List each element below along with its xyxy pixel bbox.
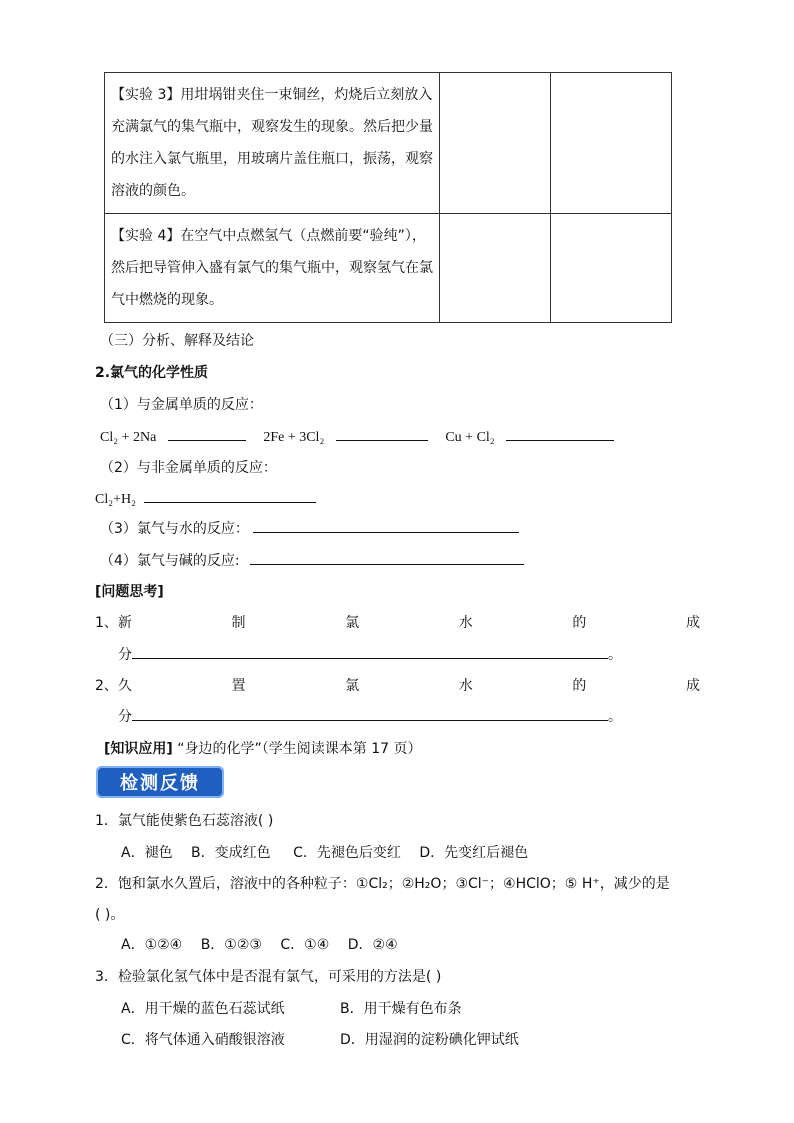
equation-h2: Cl₂+H₂: [95, 492, 136, 507]
word: 制: [231, 615, 246, 631]
option-d[interactable]: D．②④: [347, 937, 398, 953]
word: 分: [118, 647, 132, 663]
sub-heading-base: （4）氯气与碱的反应:: [100, 553, 240, 569]
equation-row-h2: [95, 488, 316, 508]
phenomenon-cell: [440, 73, 551, 214]
mc-question-1: 1．氯气能使紫色石蕊溶液( ): [95, 813, 274, 829]
word: 的: [572, 615, 587, 631]
mc-options-2: [121, 934, 398, 954]
question-2-answer: [118, 706, 622, 726]
experiment-4-cell: 【实验 4】在空气中点燃氢气（点燃前要“验纯”），然后把导管伸入盛有氯气的集气瓶中，观察氢气在氯气中燃烧的现象。: [105, 214, 440, 323]
equation-row-metals: [100, 426, 614, 446]
conclusion-cell: [551, 73, 672, 214]
word: 分: [118, 709, 132, 725]
word: 氯: [345, 678, 360, 694]
option-d[interactable]: D．先变红后褪色: [419, 845, 529, 861]
props-heading: 2.氯气的化学性质: [95, 365, 209, 381]
table-row: [105, 73, 672, 214]
section-heading: （三）分析、解释及结论: [100, 333, 254, 349]
mc-option-3b[interactable]: B．用干燥有色布条: [340, 1001, 462, 1017]
option-c[interactable]: C．先褪色后变红: [293, 845, 401, 861]
answer-blank[interactable]: [132, 706, 608, 721]
word: 成: [685, 615, 700, 631]
answer-blank[interactable]: [253, 518, 519, 533]
option-b[interactable]: B．①②③: [200, 937, 262, 953]
mc-option-3c[interactable]: C．将气体通入硝酸银溶液: [121, 1032, 285, 1048]
period: 。: [608, 709, 622, 725]
experiment-table: [104, 72, 672, 323]
feedback-badge: 检测反馈: [96, 766, 224, 798]
think-heading: [问题思考]: [95, 584, 164, 600]
table-row: [105, 214, 672, 323]
equation-fe: 2Fe + 3Cl₂: [263, 430, 325, 445]
answer-blank[interactable]: [168, 426, 246, 441]
sub-heading-nonmetal: （2）与非金属单质的反应：: [100, 460, 277, 476]
word: 置: [231, 678, 246, 694]
mc-question-3: 3．检验氯化氢气体中是否混有氯气，可采用的方法是( ): [95, 969, 442, 985]
mc-options-1: [121, 842, 528, 862]
mc-question-2: 2．饱和氯水久置后，溶液中的各种粒子：①Cl₂；②H₂O；③Cl⁻；④HClO；⑤ H⁺，减少的是: [95, 876, 670, 892]
word: 水: [458, 615, 473, 631]
word: 1、新: [95, 615, 132, 631]
period: 。: [608, 647, 622, 663]
answer-blank[interactable]: [506, 426, 614, 441]
mc-question-2-cont: ( )。: [95, 907, 125, 923]
apply-label: [知识应用]: [104, 741, 173, 757]
option-c[interactable]: C．①④: [280, 937, 330, 953]
sub-heading-metal: （1）与金属单质的反应：: [100, 397, 263, 413]
mc-option-3a[interactable]: A．用干燥的蓝色石蕊试纸: [121, 1001, 285, 1017]
answer-blank[interactable]: [336, 426, 428, 441]
equation-na: Cl₂ + 2Na: [100, 430, 157, 445]
word: 水: [458, 678, 473, 694]
question-1-answer: [118, 644, 622, 664]
word: 的: [572, 678, 587, 694]
mc-option-3d[interactable]: D．用湿润的淀粉碘化钾试纸: [340, 1032, 519, 1048]
word: 2、久: [95, 678, 132, 694]
phenomenon-cell: [440, 214, 551, 323]
answer-blank[interactable]: [250, 550, 524, 565]
apply-text: “身边的化学”（学生阅读课本第 17 页）: [177, 741, 422, 757]
word: 成: [685, 678, 700, 694]
answer-blank[interactable]: [132, 644, 608, 659]
apply-row: [104, 738, 421, 758]
base-reaction-row: [100, 550, 524, 570]
question-2-line: [95, 675, 700, 695]
option-a[interactable]: A．褪色: [121, 845, 173, 861]
experiment-3-cell: 【实验 3】用坩埚钳夹住一束铜丝，灼烧后立刻放入充满氯气的集气瓶中，观察发生的现象。然后把少量的水注入氯气瓶里，用玻璃片盖住瓶口，振荡，观察溶液的颜色。: [105, 73, 440, 214]
question-1-line: [95, 612, 700, 632]
conclusion-cell: [551, 214, 672, 323]
water-reaction-row: [100, 518, 519, 538]
option-b[interactable]: B．变成红色: [191, 845, 271, 861]
word: 氯: [345, 615, 360, 631]
option-a[interactable]: A．①②④: [121, 937, 183, 953]
sub-heading-water: （3）氯气与水的反应：: [100, 521, 249, 537]
answer-blank[interactable]: [144, 488, 316, 503]
equation-cu: Cu + Cl₂: [445, 430, 495, 445]
